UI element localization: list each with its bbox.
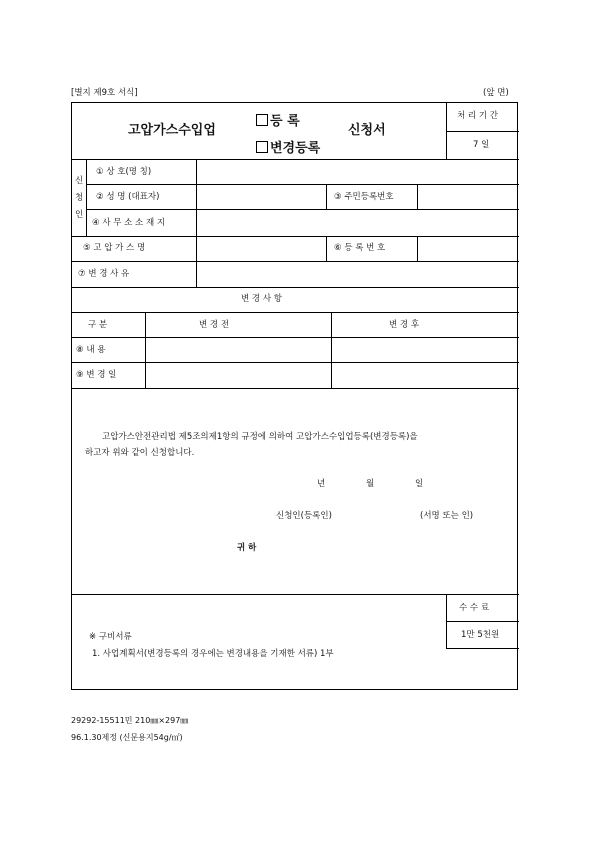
company-name-field[interactable] — [197, 160, 518, 183]
processing-period-label: 처 리 기 간 — [457, 111, 498, 121]
fee-label: 수 수 료 — [459, 603, 490, 613]
form-title-suffix: 신청서 — [348, 123, 386, 138]
option-register — [256, 110, 300, 129]
office-address-label: ④ 사 무 소 소 재 지 — [92, 218, 166, 228]
representative-name-field[interactable] — [197, 185, 325, 208]
option-register-label: 등 록 — [270, 114, 300, 129]
divider — [446, 621, 519, 622]
divider — [72, 287, 519, 288]
divider — [326, 184, 327, 209]
required-documents-title: ※ 구비서류 — [89, 632, 132, 642]
divider — [72, 594, 519, 595]
registration-number-label: ⑥ 등 록 번 호 — [334, 243, 386, 253]
office-address-field[interactable] — [197, 210, 518, 235]
applicant-signature-label: 신청인(등록인) — [276, 511, 332, 521]
addressee-label: 귀 하 — [237, 543, 257, 553]
processing-period-value: 7 일 — [473, 140, 490, 150]
applicant-side-label-1: 신 — [75, 176, 84, 186]
category-header: 구 분 — [88, 320, 108, 330]
change-reason-label: ⑦ 변 경 사 유 — [78, 269, 130, 279]
date-before-field[interactable] — [146, 363, 330, 387]
required-document-item-1: 1. 사업계획서(변경등록의 경우에는 변경내용을 기재한 서류) 1부 — [92, 649, 334, 659]
before-change-header: 변 경 전 — [199, 320, 230, 330]
option-change — [256, 137, 320, 156]
register-checkbox[interactable] — [256, 114, 268, 126]
change-register-checkbox[interactable] — [256, 141, 268, 153]
divider — [86, 159, 87, 236]
footer-line-1: 29292-15511민 210㎜×297㎜ — [71, 716, 189, 725]
changes-section-title: 변 경 사 항 — [241, 294, 282, 304]
footer-line-2: 96.1.30제정 (신문용지54g/㎡) — [71, 733, 183, 742]
change-date-row-label: ⑨ 변 경 일 — [76, 370, 117, 380]
divider — [72, 312, 519, 313]
divider — [446, 648, 519, 649]
sign-or-seal-label: (서명 또는 인) — [420, 511, 474, 521]
date-day-label: 일 — [415, 479, 424, 489]
applicant-side-label-3: 인 — [75, 210, 84, 220]
content-before-field[interactable] — [146, 338, 330, 361]
option-change-label: 변경등록 — [270, 141, 321, 156]
form-number: [별지 제9호 서식] — [71, 88, 138, 98]
company-name-label: ① 상 호(명 칭) — [96, 167, 152, 177]
after-change-header: 변 경 후 — [389, 320, 420, 330]
declaration-line-2: 하고자 위와 같이 신청합니다. — [85, 448, 195, 458]
divider — [446, 594, 447, 648]
resident-number-label: ③ 주민등록번호 — [334, 192, 394, 202]
declaration-line-1: 고압가스안전관리법 제5조의제1항의 규정에 의하여 고압가스수입업등록(변경등록)을 — [102, 432, 418, 442]
divider — [446, 131, 519, 132]
page-side-label: (앞 면) — [483, 88, 509, 98]
date-month-label: 월 — [366, 479, 375, 489]
gas-name-field[interactable] — [197, 237, 325, 260]
date-year-label: 년 — [317, 479, 326, 489]
form-title: 고압가스수입업 — [128, 123, 216, 138]
fee-value: 1만 5천원 — [461, 630, 500, 640]
representative-name-label: ② 성 명 (대표자) — [96, 192, 160, 202]
change-reason-field[interactable] — [197, 262, 518, 286]
divider — [326, 236, 327, 261]
divider — [72, 388, 519, 389]
content-after-field[interactable] — [332, 338, 518, 361]
content-row-label: ⑧ 내 용 — [76, 345, 106, 355]
application-form — [71, 102, 518, 690]
resident-number-field[interactable] — [418, 185, 518, 208]
gas-name-label: ⑤ 고 압 가 스 명 — [83, 243, 146, 253]
registration-number-field[interactable] — [418, 237, 518, 260]
date-after-field[interactable] — [332, 363, 518, 387]
applicant-side-label-2: 청 — [75, 193, 84, 203]
